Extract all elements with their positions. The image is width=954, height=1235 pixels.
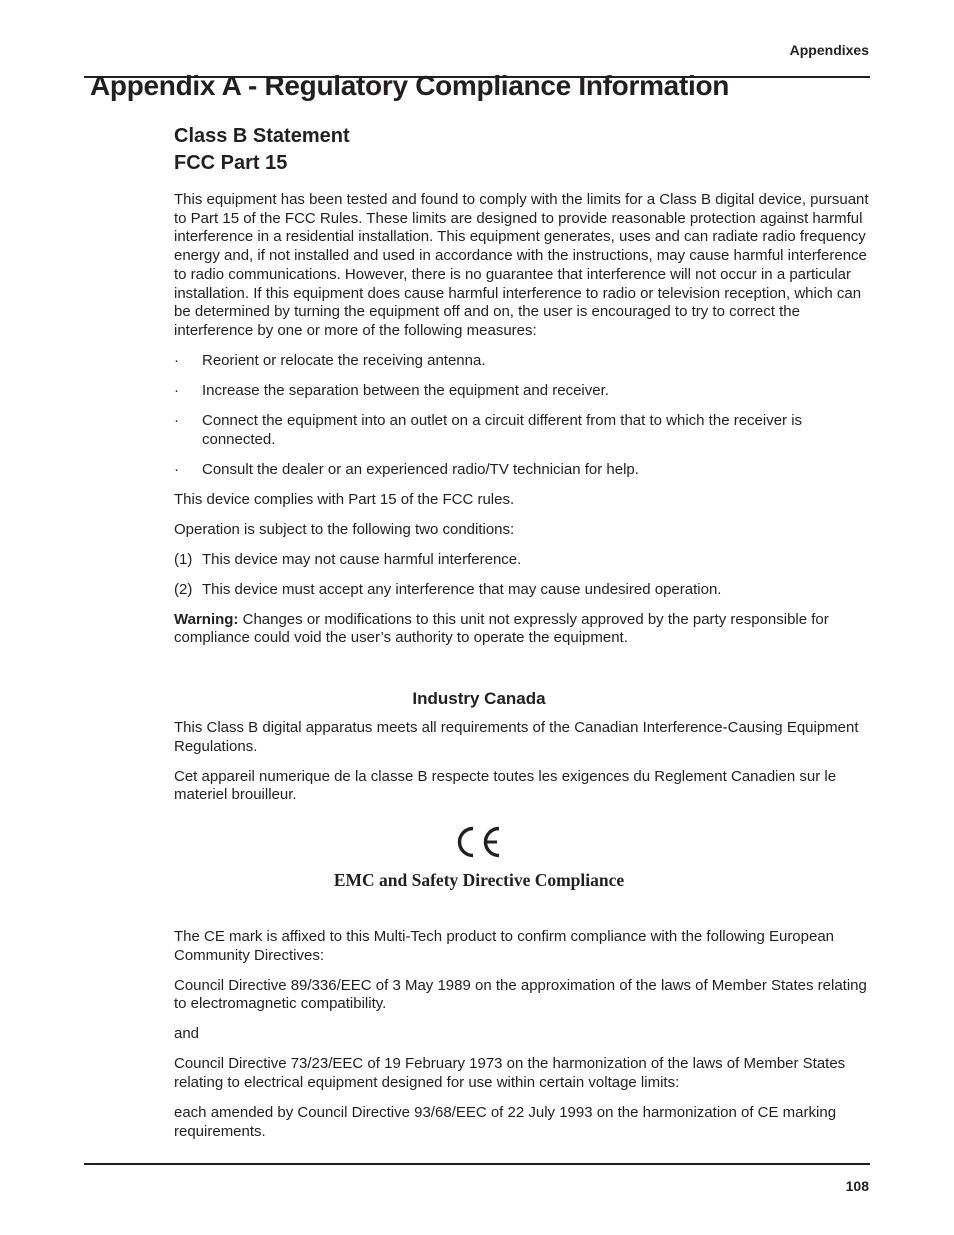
condition-item: [174, 581, 874, 600]
bullet-text: Consult the dealer or an experienced radio/TV technician for help.: [202, 460, 639, 478]
list-item: [174, 382, 874, 401]
fcc-complies-paragraph: This device complies with Part 15 of the FCC rules.: [174, 490, 515, 508]
emc-heading: EMC and Safety Directive Compliance: [333, 869, 625, 890]
condition-text: This device must accept any interference that may cause undesired operation.: [202, 580, 722, 598]
bullet-text: Increase the separation between the equipment and receiver.: [202, 381, 609, 399]
bullet-mark: ·: [174, 411, 179, 429]
main-content: [174, 123, 874, 1153]
bottom-rule: [84, 1163, 870, 1165]
fcc-heading-line1: Class B Statement: [174, 125, 350, 147]
condition-text: This device may not cause harmful interference.: [202, 550, 522, 568]
ce-mark-icon: [453, 825, 505, 859]
condition-number: (1): [174, 550, 193, 568]
bullet-text: Reorient or relocate the receiving antenna.: [202, 351, 486, 369]
bullet-text: Connect the equipment into an outlet on a circuit different from that to which the receiver is connected.: [202, 411, 803, 448]
warning-text: Changes or modifications to this unit not expressly approved by the party responsible for compliance could void the user’s authority to operate the equipment.: [174, 610, 829, 647]
condition-item: [174, 551, 874, 570]
bullet-mark: ·: [174, 460, 179, 478]
industry-canada-heading: Industry Canada: [412, 689, 546, 709]
condition-number: (2): [174, 580, 193, 598]
directive-2-paragraph: Council Directive 73/23/EEC of 19 February 1973 on the harmonization of the laws of Member States relating to electrical equipment designed for use within certain voltage limits:: [174, 1055, 846, 1091]
warning-paragraph: [174, 611, 874, 648]
list-item: [174, 412, 874, 449]
list-item: [174, 352, 874, 371]
list-item: [174, 461, 874, 480]
directive-1-paragraph: Council Directive 89/336/EEC of 3 May 1989 on the approximation of the laws of Member States relating to electromagnetic compatibility.: [174, 976, 867, 1013]
bullet-mark: ·: [174, 351, 179, 369]
page-title: Appendix A - Regulatory Compliance Information: [90, 70, 730, 101]
page-number: 108: [845, 1178, 869, 1194]
fcc-heading: [174, 123, 874, 177]
warning-label: Warning:: [174, 610, 239, 628]
canada-french-paragraph: Cet appareil numerique de la classe B respecte toutes les exigences du Reglement Canadien sur le materiel brouilleur.: [174, 767, 837, 804]
fcc-intro-paragraph: This equipment has been tested and found to comply with the limits for a Class B digital device, pursuant to Part 15 of the FCC Rules. These limits are designed to provide reasonable protection against harmful interference in a residential installation. This equipment generates, uses and can radiate radio frequency energy and, if not installed and used in accordance with the instructions, may cause harmful interference to radio communications. However, there is no guarantee that interference will not occur in a particular installation. If this equipment does cause harmful interference to radio or television reception, which can be determined by turning the equipment off and on, the user is encouraged to try to correct the interference by one or more of the following measures:: [174, 191, 869, 339]
emc-intro-paragraph: The CE mark is affixed to this Multi-Tech product to confirm compliance with the following European Community Directives:: [174, 927, 835, 964]
fcc-operation-paragraph: Operation is subject to the following two conditions:: [174, 520, 515, 538]
and-paragraph: and: [174, 1025, 200, 1043]
bullet-mark: ·: [174, 381, 179, 399]
fcc-heading-line2: FCC Part 15: [174, 152, 288, 174]
canada-english-paragraph: This Class B digital apparatus meets all requirements of the Canadian Interference-Causing Equipment Regulations.: [174, 719, 859, 755]
amended-paragraph: each amended by Council Directive 93/68/EEC of 22 July 1993 on the harmonization of CE marking requirements.: [174, 1103, 837, 1140]
ce-mark-block: [174, 825, 874, 865]
running-head: Appendixes: [789, 42, 869, 58]
